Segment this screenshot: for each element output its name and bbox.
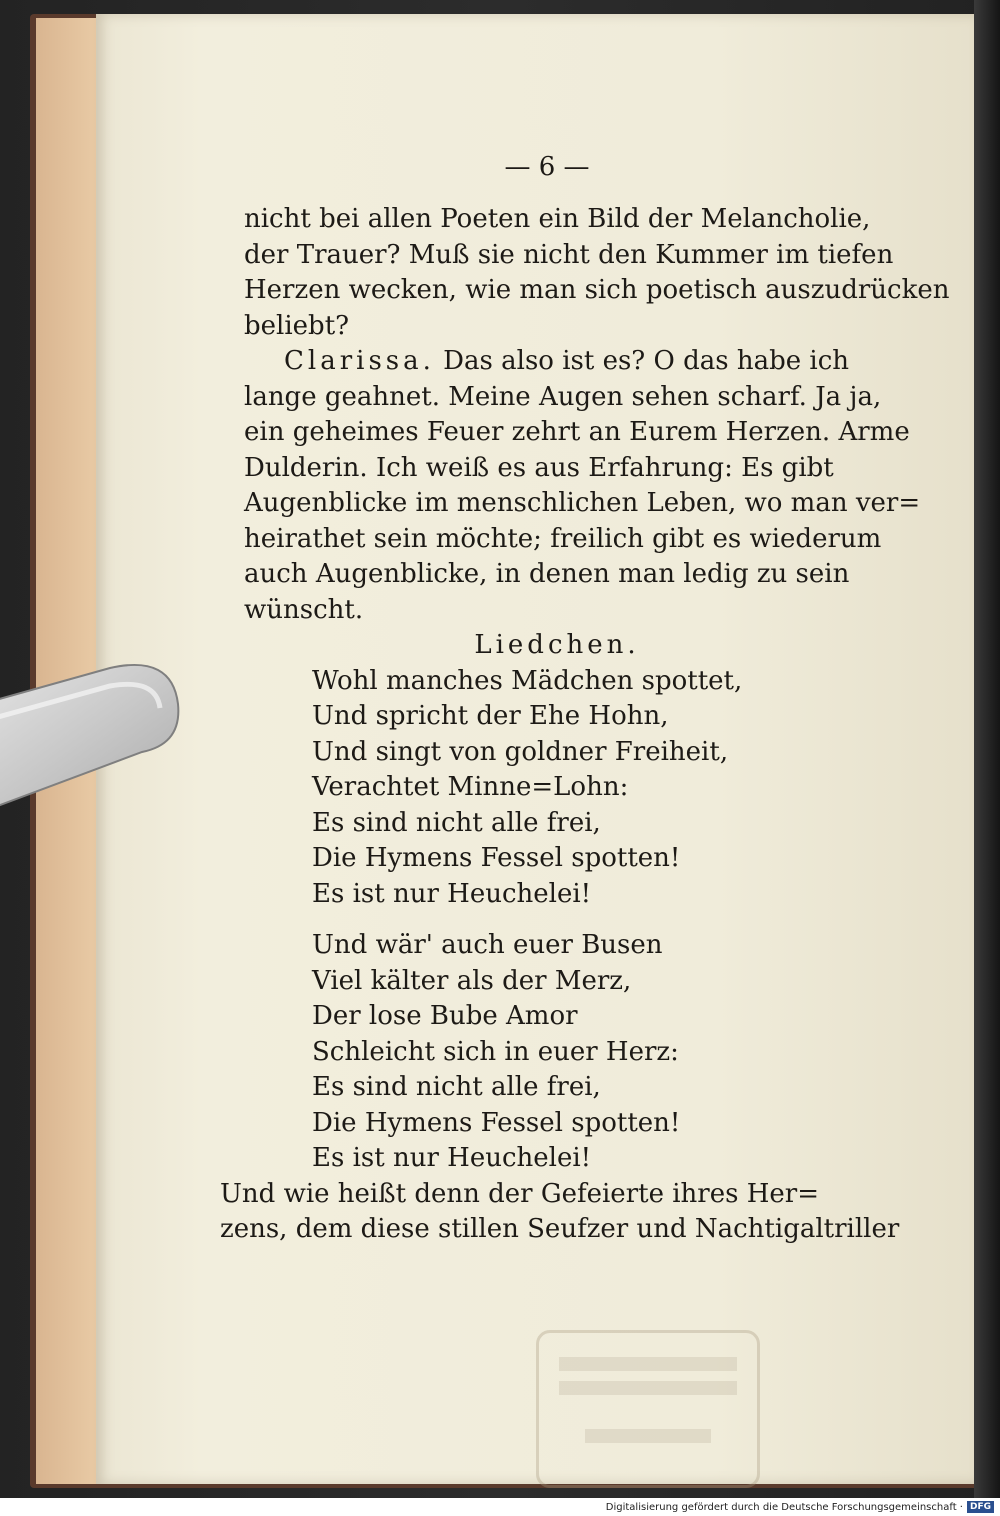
text-line: der Trauer? Muß sie nicht den Kummer im tiefen [244,239,894,270]
verse-line: Und singt von goldner Freiheit, [312,736,729,767]
verse-line: Verachtet Minne=Lohn: [312,772,629,802]
page-clip-icon [0,660,182,830]
dfg-logo-icon: DFG [967,1501,994,1513]
verse-line: Die Hymens Fessel spotten! [312,1107,681,1138]
stanza-gap [244,912,850,928]
library-stamp [536,1330,760,1488]
speech-first-line [244,344,850,380]
verse-line: Schleicht sich in euer Herz: [312,1036,679,1067]
verse-line: Und wär' auch euer Busen [312,930,663,960]
footer-bar [0,1498,1000,1516]
text-line: Augenblicke im menschlichen Leben, wo man ver= [244,488,921,518]
verse-line: Viel kälter als der Merz, [312,965,632,996]
funding-note: Digitalisierung gefördert durch die Deutsche Forschungsgemeinschaft · [605,1501,963,1513]
text-line: zens, dem diese stillen Seufzer und Nachtigaltriller [220,1214,900,1244]
text-line: nicht bei allen Poeten ein Bild der Melancholie, [244,204,871,234]
text-line: ein geheimes Feuer zehrt an Eurem Herzen. Arme [244,417,910,447]
text-line: Und wie heißt denn der Gefeierte ihres Her= [220,1178,819,1209]
verse-line: Und spricht der Ehe Hohn, [312,701,669,731]
text-line: beliebt? [244,310,350,341]
text-line: Herzen wecken, wie man sich poetisch auszudrücken [244,275,950,305]
text-line: wünscht. [244,594,364,625]
song-title: Liedchen. [474,630,640,660]
text-line: heirathet sein möchte; freilich gibt es wiederum [244,523,882,554]
speaker-name: Clarissa. [284,346,435,376]
verse-line: Wohl manches Mädchen spottet, [312,665,743,696]
speech-text: Das also ist es? O das habe ich [443,346,850,376]
page-text [220,140,950,1248]
text-line: auch Augenblicke, in denen man ledig zu sein [244,559,850,589]
verse-line: Es sind nicht alle frei, [312,807,601,838]
page-number: — 6 — [504,152,590,182]
verse-line: Es sind nicht alle frei, [312,1072,601,1102]
verse-line: Es ist nur Heuchelei! [312,1143,592,1173]
verse-line: Die Hymens Fessel spotten! [312,843,681,873]
text-line: Dulderin. Ich weiß es aus Erfahrung: Es gibt [244,452,834,483]
text-line: lange geahnet. Meine Augen sehen scharf. Ja ja, [244,381,882,412]
verse-line: Der lose Bube Amor [312,1001,578,1031]
scanner-edge [974,0,1000,1498]
verse-line: Es ist nur Heuchelei! [312,878,592,909]
